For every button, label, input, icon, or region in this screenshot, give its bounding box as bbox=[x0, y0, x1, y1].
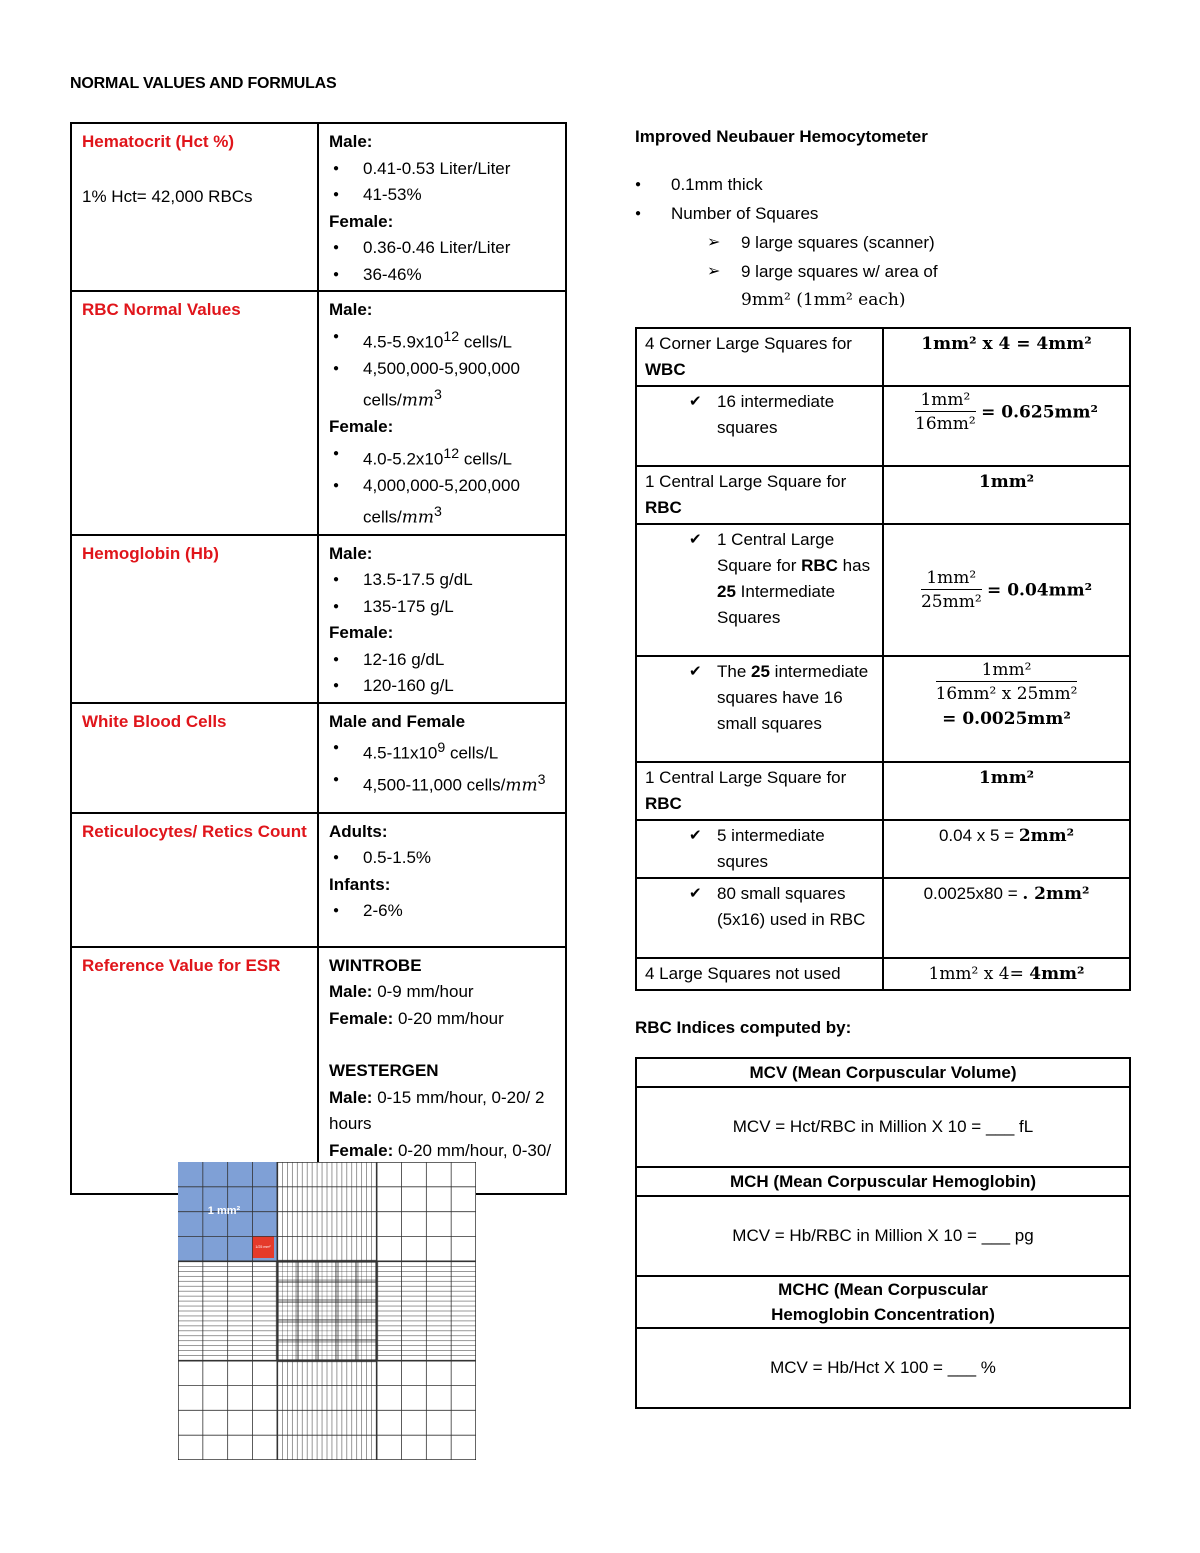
check-item: ✔ 16 intermediate squares bbox=[645, 389, 874, 441]
normal-values-table bbox=[70, 122, 567, 1195]
list-item: ● 36-46% bbox=[329, 262, 555, 289]
table-cell bbox=[636, 386, 883, 466]
sub-list-continuation: 9mm² (1mm² each) bbox=[741, 290, 906, 310]
value-unit: cells/L bbox=[445, 743, 499, 763]
mchc-formula: MCV = Hb/Hct X 100 = ___ % bbox=[636, 1328, 1130, 1408]
value-unit: mm bbox=[505, 775, 538, 796]
list-item: ● 12-16 g/dL bbox=[329, 647, 555, 674]
indices-title: RBC Indices computed by: bbox=[635, 1018, 852, 1037]
adults-heading: Adults: bbox=[329, 821, 388, 841]
exponent: 12 bbox=[443, 328, 460, 345]
hemocytometer-grid bbox=[178, 1162, 476, 1460]
table-cell: 4 Corner Large Squares for WBC bbox=[636, 328, 883, 386]
retic-label-cell bbox=[71, 813, 318, 947]
value-text: 4.0-5.2x10 bbox=[363, 449, 444, 469]
page-title: NORMAL VALUES AND FORMULAS bbox=[70, 75, 337, 92]
hct-note: 1% Hct= 42,000 RBCs bbox=[82, 186, 253, 206]
hct-label: Hematocrit (Hct %) bbox=[82, 132, 235, 151]
retic-label: Reticulocytes/ Retics Count bbox=[82, 821, 307, 841]
list-item: ● 0.5-1.5% bbox=[329, 845, 555, 872]
table-cell: $\frac{\text{1mm²}}{\text{16mm² x 25mm²}}$ = 0.0025mm² bbox=[883, 656, 1130, 762]
infants-heading: Infants: bbox=[329, 874, 391, 894]
mcv-formula: MCV = Hct/RBC in Million X 10 = ___ fL bbox=[636, 1087, 1130, 1167]
exponent: 3 bbox=[433, 387, 442, 404]
retic-values-cell bbox=[318, 813, 566, 947]
hct-label-cell bbox=[71, 123, 318, 291]
hb-label-cell bbox=[71, 535, 318, 703]
table-cell bbox=[636, 524, 883, 656]
value-text: 4.5-5.9x10 bbox=[363, 332, 444, 352]
value-unit: cells/L bbox=[459, 449, 513, 469]
value-text: 4,500-11,000 cells/ bbox=[363, 775, 506, 795]
wbc-label: White Blood Cells bbox=[82, 711, 227, 731]
table-cell: 0.04 x 5 = 2mm² bbox=[883, 820, 1130, 878]
westergen-heading: WESTERGEN bbox=[329, 1061, 439, 1081]
hct-values-cell bbox=[318, 123, 566, 291]
wintrobe-male: Male: 0-9 mm/hour bbox=[329, 982, 474, 1002]
list-item bbox=[329, 324, 555, 356]
mch-formula: MCV = Hb/RBC in Million X 10 = ___ pg bbox=[636, 1196, 1130, 1276]
neubauer-list bbox=[635, 170, 938, 315]
westergen-female: Female: 0-20 mm/hour, 0-30/ bbox=[329, 1140, 552, 1160]
female-heading: Female: bbox=[329, 623, 394, 643]
list-item bbox=[329, 473, 555, 532]
table-cell: 1mm² bbox=[883, 466, 1130, 524]
check-item: ✔ 5 intermediate squres bbox=[645, 823, 874, 875]
list-item: ● 13.5-17.5 g/dL bbox=[329, 567, 555, 594]
list-item: ● 2-6% bbox=[329, 898, 555, 925]
rbc-values-cell bbox=[318, 291, 566, 535]
neubauer-title: Improved Neubauer Hemocytometer bbox=[635, 127, 928, 146]
list-item: ● 0.36-0.46 Liter/Liter bbox=[329, 235, 555, 262]
exponent: 9 bbox=[437, 740, 446, 757]
list-item bbox=[329, 441, 555, 473]
check-item: ✔ The 25 intermediate squares have 16 small squares bbox=[645, 659, 874, 737]
squares-table bbox=[635, 327, 1131, 991]
male-heading: Male: bbox=[329, 543, 373, 563]
table-cell: 1mm² bbox=[883, 762, 1130, 820]
list-item bbox=[329, 735, 555, 767]
list-item: ● 0.41-0.53 Liter/Liter bbox=[329, 156, 555, 183]
value-unit: mm bbox=[401, 508, 434, 529]
male-female-heading: Male and Female bbox=[329, 711, 466, 731]
value-unit: cells/L bbox=[459, 332, 513, 352]
fraction: $\frac{\text{1mm²}}{\text{16mm² x 25mm²}}$ bbox=[935, 660, 1078, 704]
exponent: 3 bbox=[537, 772, 546, 789]
value-text: 4,000,000-5,200,000 cells/ bbox=[363, 475, 520, 528]
wbc-values-cell bbox=[318, 703, 566, 813]
table-cell: 1mm² x 4 = 4mm² bbox=[883, 328, 1130, 386]
sub-list-item: ➢ 9 large squares (scanner) bbox=[635, 228, 938, 257]
hb-label: Hemoglobin (Hb) bbox=[82, 543, 219, 563]
hemocytometer-grid-image bbox=[178, 1162, 476, 1460]
list-item bbox=[329, 767, 555, 799]
table-cell: 1mm² x 4= 4mm² bbox=[883, 958, 1130, 990]
value-unit: mm bbox=[401, 390, 434, 411]
value-text: 4,500,000-5,900,000 cells/ bbox=[363, 358, 520, 410]
rbc-label-cell bbox=[71, 291, 318, 535]
list-item: ● 120-160 g/L bbox=[329, 673, 555, 700]
westergen-male: Male: 0-15 mm/hour, 0-20/ 2 hours bbox=[329, 1087, 545, 1134]
table-cell: 1 Central Large Square for RBC bbox=[636, 762, 883, 820]
table-cell: 0.0025x80 = . 2mm² bbox=[883, 878, 1130, 958]
list-item: ● 0.1mm thick bbox=[635, 170, 938, 199]
mch-heading: MCH (Mean Corpuscular Hemoglobin) bbox=[636, 1167, 1130, 1196]
table-cell bbox=[636, 820, 883, 878]
exponent: 3 bbox=[433, 504, 442, 521]
fraction: $\frac{\text{1mm²}}{\text{16mm²}}$ bbox=[915, 390, 976, 434]
male-heading: Male: bbox=[329, 300, 373, 319]
table-cell: $\frac{\text{1mm²}}{\text{25mm²}}$ = 0.04mm² bbox=[883, 524, 1130, 656]
mcv-heading: MCV (Mean Corpuscular Volume) bbox=[636, 1058, 1130, 1087]
sub-list-item: ➢ 9 large squares w/ area of bbox=[635, 257, 938, 286]
female-heading: Female: bbox=[329, 417, 394, 437]
table-cell bbox=[636, 878, 883, 958]
value-text: 4.5-11x10 bbox=[363, 743, 438, 763]
esr-label-cell bbox=[71, 947, 318, 1194]
check-item: ✔ 80 small squares (5x16) used in RBC bbox=[645, 881, 874, 933]
small-square-label: 1/25 mm² bbox=[255, 1245, 271, 1249]
large-square-label: 1 mm² bbox=[207, 1205, 241, 1217]
table-cell bbox=[636, 656, 883, 762]
list-item: ● Number of Squares bbox=[635, 199, 938, 228]
list-item bbox=[329, 356, 555, 415]
rbc-label: RBC Normal Values bbox=[82, 300, 241, 319]
wintrobe-female: Female: 0-20 mm/hour bbox=[329, 1008, 504, 1028]
exponent: 12 bbox=[443, 445, 460, 462]
table-cell: 4 Large Squares not used bbox=[636, 958, 883, 990]
list-item: ● 135-175 g/L bbox=[329, 594, 555, 621]
wbc-label-cell bbox=[71, 703, 318, 813]
table-cell: $\frac{\text{1mm²}}{\text{16mm²}}$ = 0.625mm² bbox=[883, 386, 1130, 466]
esr-values-cell bbox=[318, 947, 566, 1194]
esr-label: Reference Value for ESR bbox=[82, 955, 281, 975]
check-item: ✔ 1 Central Large Square for RBC has 25 Intermediate Squares bbox=[645, 527, 874, 631]
hb-values-cell bbox=[318, 535, 566, 703]
fraction: $\frac{\text{1mm²}}{\text{25mm²}}$ bbox=[920, 567, 982, 612]
table-cell: 1 Central Large Square for RBC bbox=[636, 466, 883, 524]
wintrobe-heading: WINTROBE bbox=[329, 955, 422, 975]
male-heading: Male: bbox=[329, 132, 373, 151]
mchc-heading: MCHC (Mean Corpuscular Hemoglobin Concentration) bbox=[636, 1276, 1130, 1328]
list-item: ● 41-53% bbox=[329, 182, 555, 209]
female-heading: Female: bbox=[329, 211, 394, 231]
indices-table bbox=[635, 1057, 1131, 1409]
